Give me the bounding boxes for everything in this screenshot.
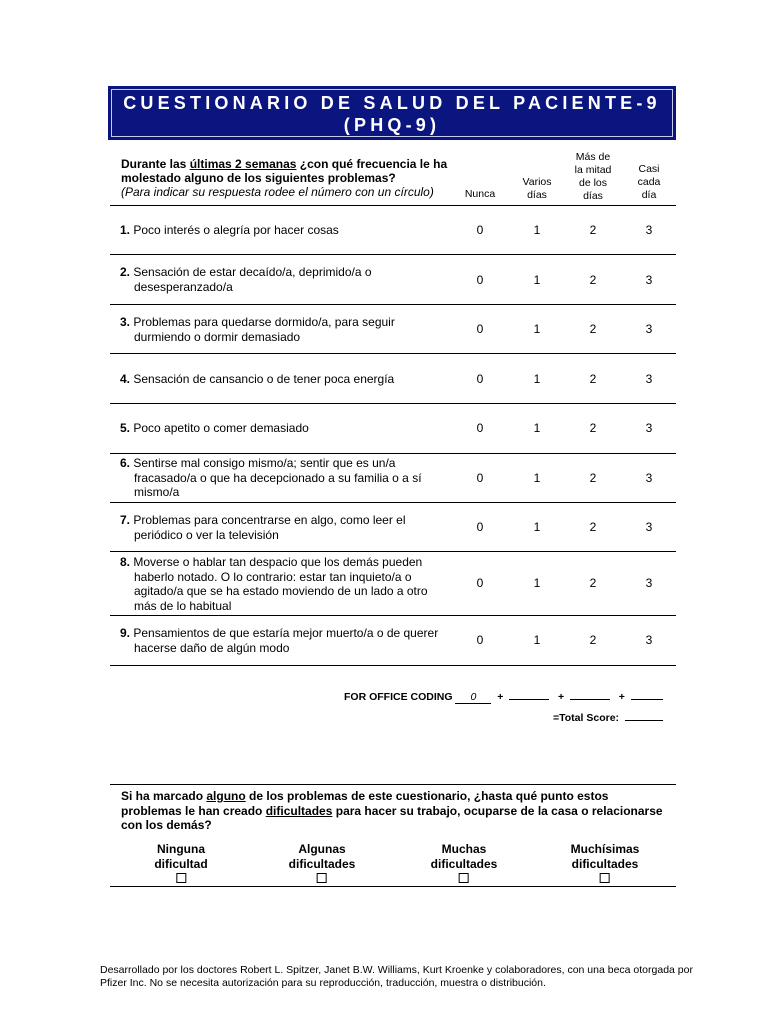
question-9	[120, 626, 450, 655]
score-option[interactable]: 0	[476, 576, 484, 590]
question-text: Sensación de estar decaído/a, deprimido/a o	[133, 265, 372, 279]
intro-part-2: ¿con qué frecuencia le ha molestado alguno de los siguientes problemas?	[121, 157, 448, 185]
column-header-line: Casi	[638, 163, 660, 175]
question-text: haberlo notado. O lo contrario: estar tan inquieto/a o	[134, 569, 412, 584]
difficulty-text: para hacer su trabajo, ocuparse de la casa o relacionarse con los demás?	[121, 803, 663, 832]
question-text: Sensación de cansancio o de tener poca energía	[133, 372, 395, 386]
score-option[interactable]: 0	[476, 223, 484, 237]
column-header-line: la mitad	[574, 164, 612, 176]
column-header-casi-cada-dia	[638, 163, 661, 202]
option-label: Ninguna	[157, 842, 205, 856]
score-option[interactable]: 1	[533, 576, 541, 590]
difficulty-text: Si ha marcado	[121, 789, 207, 803]
checkbox[interactable]	[176, 873, 186, 883]
checkbox[interactable]	[317, 873, 327, 883]
question-2	[120, 265, 450, 294]
column-header-nunca	[465, 188, 495, 201]
divider	[110, 784, 676, 785]
office-coding-field-3[interactable]	[570, 699, 610, 700]
score-option[interactable]: 1	[533, 471, 541, 485]
office-coding-label: FOR OFFICE CODING	[344, 691, 453, 703]
question-number: 2.	[120, 265, 131, 279]
question-text: Poco interés o alegría por hacer cosas	[133, 223, 339, 237]
intro-part-1: Durante las	[121, 157, 190, 171]
question-number: 4.	[120, 372, 131, 386]
question-text: Moverse o hablar tan despacio que los demás pueden	[133, 555, 423, 569]
score-option[interactable]: 2	[589, 421, 597, 435]
option-label: dificultades	[288, 856, 356, 871]
score-option[interactable]: 0	[476, 322, 484, 336]
score-option[interactable]: 3	[645, 421, 653, 435]
score-option[interactable]: 1	[533, 273, 541, 287]
total-score-label: =Total Score:	[553, 712, 620, 724]
score-option[interactable]: 1	[533, 322, 541, 336]
question-4	[120, 372, 450, 387]
question-text: mismo/a	[134, 485, 180, 499]
score-option[interactable]: 3	[645, 633, 653, 647]
column-header-line: Varios	[522, 176, 552, 188]
score-option[interactable]: 2	[589, 372, 597, 386]
option-label: dificultades	[571, 856, 639, 871]
score-option[interactable]: 3	[645, 273, 653, 287]
office-coding-field-1[interactable]: 0	[455, 691, 491, 704]
score-option[interactable]: 0	[476, 471, 484, 485]
option-label: dificultad	[154, 856, 208, 871]
question-text: más de lo habitual	[134, 598, 232, 613]
column-header-line: cada	[637, 176, 661, 188]
column-header-line: día	[641, 189, 657, 201]
office-coding-field-2[interactable]	[509, 699, 549, 700]
column-header-mas-de-la-mitad	[575, 151, 612, 203]
column-header-line: de los	[578, 177, 608, 189]
score-option[interactable]: 3	[645, 576, 653, 590]
total-score-field[interactable]	[625, 720, 663, 721]
plus-sign: +	[497, 691, 504, 703]
column-header-varios-dias	[523, 176, 552, 202]
difficulty-underlined: alguno	[206, 789, 246, 803]
difficulty-option-algunas[interactable]	[289, 842, 356, 887]
question-5	[120, 421, 450, 436]
score-option[interactable]: 0	[476, 372, 484, 386]
difficulty-text: de los problemas de este cuestionario, ¿hasta qué punto estos problemas le han creado	[121, 789, 609, 818]
question-number: 1.	[120, 223, 131, 237]
checkbox[interactable]	[600, 873, 610, 883]
divider	[110, 353, 676, 354]
score-option[interactable]: 3	[645, 372, 653, 386]
divider	[110, 886, 676, 887]
title-banner	[108, 86, 676, 140]
column-header-line: Más de	[575, 151, 611, 163]
question-text: desesperanzado/a	[134, 279, 233, 294]
column-header-line: días	[583, 190, 603, 202]
intro-period: últimas 2 semanas	[189, 157, 297, 171]
difficulty-underlined: dificultades	[265, 803, 333, 818]
difficulty-option-muchisimas[interactable]	[571, 842, 640, 887]
score-option[interactable]: 1	[533, 223, 541, 237]
option-label: dificultades	[430, 856, 498, 871]
option-label: Muchísimas	[570, 842, 640, 856]
column-header-line: días	[527, 189, 547, 201]
option-label: Muchas	[441, 842, 487, 856]
question-number: 3.	[120, 315, 131, 329]
question-6	[120, 456, 450, 500]
score-option[interactable]: 0	[476, 421, 484, 435]
score-option[interactable]: 1	[533, 520, 541, 534]
score-option[interactable]: 2	[589, 520, 597, 534]
score-option[interactable]: 3	[645, 471, 653, 485]
office-coding-row	[344, 691, 663, 704]
score-option[interactable]: 2	[589, 471, 597, 485]
question-1	[120, 223, 450, 238]
question-number: 9.	[120, 626, 131, 640]
score-option[interactable]: 2	[589, 223, 597, 237]
difficulty-option-muchas[interactable]	[431, 842, 498, 887]
divider	[110, 304, 676, 305]
score-option[interactable]: 3	[645, 322, 653, 336]
divider	[110, 615, 676, 616]
question-text: durmiendo o dormir demasiado	[134, 329, 301, 344]
intro-note: (Para indicar su respuesta rodee el número con un círculo)	[121, 185, 434, 199]
divider	[110, 453, 676, 454]
difficulty-option-ninguna[interactable]	[154, 842, 207, 887]
score-option[interactable]: 1	[533, 633, 541, 647]
question-number: 6.	[120, 456, 131, 470]
divider	[110, 205, 676, 206]
question-number: 5.	[120, 421, 131, 435]
question-8	[120, 555, 450, 613]
option-label: Algunas	[298, 842, 346, 856]
divider	[110, 551, 676, 552]
question-text: Problemas para concentrarse en algo, como leer el	[133, 513, 406, 527]
title-line-2: (PHQ-9)	[343, 115, 441, 135]
score-option[interactable]: 0	[476, 273, 484, 287]
question-text: periódico o ver la televisión	[134, 527, 279, 542]
checkbox[interactable]	[459, 873, 469, 883]
divider	[110, 502, 676, 503]
question-number: 7.	[120, 513, 131, 527]
question-number: 8.	[120, 555, 131, 569]
question-text: hacerse daño de algún modo	[134, 640, 290, 655]
score-option[interactable]: 1	[533, 372, 541, 386]
footer-credits: Desarrollado por los doctores Robert L. Spitzer, Janet B.W. Williams, Kurt Kroenke y colaboradores, con una beca otorgada por Pfizer Inc. No se necesita autorización para su reproducción, traducción, muestra o distribución.	[100, 964, 693, 989]
divider	[110, 665, 676, 666]
plus-sign: +	[558, 691, 565, 703]
question-text: Problemas para quedarse dormido/a, para seguir	[133, 315, 395, 329]
question-text: Poco apetito o comer demasiado	[133, 421, 309, 435]
question-text: Sentirse mal consigo mismo/a; sentir que es un/a	[133, 456, 396, 470]
title-frame	[111, 89, 673, 137]
score-option[interactable]: 0	[476, 520, 484, 534]
plus-sign: +	[618, 691, 625, 703]
score-option[interactable]: 2	[589, 322, 597, 336]
divider	[110, 403, 676, 404]
score-option[interactable]: 1	[533, 421, 541, 435]
score-option[interactable]: 2	[589, 273, 597, 287]
question-text: fracasado/a o que ha decepcionado a su familia o a sí	[134, 470, 422, 485]
score-option[interactable]: 0	[476, 633, 484, 647]
question-7	[120, 513, 450, 542]
score-option[interactable]: 2	[589, 633, 597, 647]
title-line-1: CUESTIONARIO DE SALUD DEL PACIENTE-9	[123, 93, 661, 113]
question-text: agitado/a que se ha estado moviendo de un lado a otro	[134, 584, 428, 598]
column-header-line: Nunca	[464, 188, 496, 200]
total-score-row	[553, 712, 663, 724]
score-option[interactable]: 2	[589, 576, 597, 590]
instructions	[121, 157, 461, 199]
difficulty-question	[121, 789, 671, 833]
score-option[interactable]: 3	[645, 520, 653, 534]
question-text: Pensamientos de que estaría mejor muerto/a o de querer	[133, 626, 439, 640]
divider	[110, 254, 676, 255]
score-option[interactable]: 3	[645, 223, 653, 237]
question-3	[120, 315, 450, 344]
office-coding-field-4[interactable]	[631, 699, 663, 700]
